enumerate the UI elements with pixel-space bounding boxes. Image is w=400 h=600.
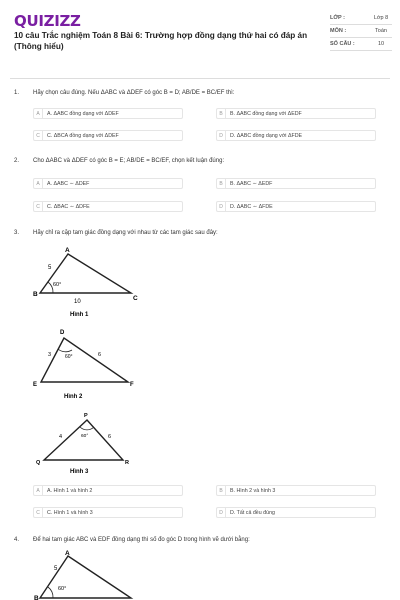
option-letter: A bbox=[34, 178, 43, 189]
svg-text:3: 3 bbox=[48, 352, 52, 358]
option-letter: B bbox=[217, 485, 226, 496]
triangle-abc bbox=[30, 246, 160, 321]
quizizz-logo: QUIZIZZ bbox=[14, 12, 81, 30]
option-text: A. ΔABC ∼ ΔDEF bbox=[47, 180, 90, 187]
meta-value: 10 bbox=[377, 41, 385, 47]
question-number: 4. bbox=[14, 537, 20, 543]
question-number: 3. bbox=[14, 230, 20, 236]
option-letter: D bbox=[217, 130, 226, 141]
question-text: Cho ΔABC và ΔDEF có góc B = E; AB/DE = BC/EF, chọn kết luận đúng: bbox=[33, 158, 225, 164]
svg-text:5: 5 bbox=[54, 566, 58, 572]
triangle-pqr bbox=[30, 410, 160, 478]
meta-label: SỐ CÂU : bbox=[330, 41, 355, 47]
option-b[interactable] bbox=[216, 485, 376, 496]
svg-text:Hình 1: Hình 1 bbox=[70, 312, 89, 318]
option-letter: B bbox=[217, 178, 226, 189]
meta-table bbox=[330, 12, 392, 51]
option-letter: C bbox=[34, 201, 43, 212]
option-text: C. ΔBCA đồng dạng với ΔDEF bbox=[47, 132, 119, 139]
option-letter: D bbox=[217, 507, 226, 518]
meta-label: LỚP : bbox=[330, 15, 345, 21]
option-d[interactable] bbox=[216, 507, 376, 518]
meta-row-count bbox=[330, 38, 392, 51]
question-text: Hãy chỉ ra cặp tam giác đồng dạng với nhau từ các tam giác sau đây: bbox=[33, 230, 218, 236]
svg-text:5: 5 bbox=[48, 265, 52, 271]
svg-text:4: 4 bbox=[59, 434, 63, 440]
svg-text:B: B bbox=[33, 291, 38, 298]
option-d[interactable] bbox=[216, 130, 376, 141]
figure-4 bbox=[30, 550, 160, 600]
question-number: 2. bbox=[14, 158, 20, 164]
option-letter: B bbox=[217, 108, 226, 119]
svg-text:Q: Q bbox=[36, 460, 41, 466]
option-letter: A bbox=[34, 485, 43, 496]
option-letter: A bbox=[34, 108, 43, 119]
svg-text:B: B bbox=[34, 595, 39, 600]
option-c[interactable] bbox=[33, 130, 183, 141]
svg-text:60°: 60° bbox=[81, 434, 89, 439]
option-c[interactable] bbox=[33, 201, 183, 212]
option-letter: D bbox=[217, 201, 226, 212]
meta-row-grade bbox=[330, 12, 392, 25]
svg-text:R: R bbox=[125, 460, 129, 466]
question-text: Hãy chọn câu đúng. Nếu ΔABC và ΔDEF có góc B = D; AB/DE = BC/EF thì: bbox=[33, 90, 235, 96]
svg-text:A: A bbox=[65, 550, 70, 557]
option-c[interactable] bbox=[33, 507, 183, 518]
svg-text:D: D bbox=[60, 330, 65, 336]
option-text: B. Hình 2 và hình 3 bbox=[230, 487, 276, 494]
option-a[interactable] bbox=[33, 108, 183, 119]
figure-2 bbox=[30, 326, 160, 409]
option-a[interactable] bbox=[33, 485, 183, 496]
option-text: B. ΔABC đồng dạng với ΔEDF bbox=[230, 110, 302, 117]
option-letter: C bbox=[34, 507, 43, 518]
figure-1 bbox=[30, 246, 160, 326]
option-b[interactable] bbox=[216, 108, 376, 119]
option-text: D. ΔABC ∼ ΔFDE bbox=[230, 203, 273, 210]
header-divider bbox=[10, 78, 390, 79]
meta-label: MÔN : bbox=[330, 28, 347, 34]
option-text: D. ΔABC đồng dạng với ΔFDE bbox=[230, 132, 303, 139]
svg-text:F: F bbox=[130, 382, 134, 388]
meta-value: Lớp 8 bbox=[373, 15, 389, 21]
option-text: D. Tất cả đều đúng bbox=[230, 509, 275, 516]
question-text: Để hai tam giác ABC và EDF đồng dạng thì số đo góc D trong hình vẽ dưới bằng: bbox=[33, 537, 250, 543]
question-number: 1. bbox=[14, 90, 20, 96]
svg-text:P: P bbox=[84, 413, 88, 419]
option-text: A. Hình 1 và hình 2 bbox=[47, 487, 93, 494]
option-a[interactable] bbox=[33, 178, 183, 189]
svg-text:60°: 60° bbox=[58, 586, 67, 592]
option-text: B. ΔABC ∼ ΔEDF bbox=[230, 180, 273, 187]
svg-text:E: E bbox=[33, 382, 38, 388]
meta-value: Toán bbox=[375, 28, 387, 34]
option-letter: C bbox=[34, 130, 43, 141]
svg-text:C: C bbox=[133, 295, 138, 302]
svg-text:60°: 60° bbox=[53, 282, 62, 288]
meta-row-subject bbox=[330, 25, 392, 38]
document-title: 10 câu Trắc nghiệm Toán 8 Bài 6: Trường hợp đồng dạng thứ hai có đáp án (Thông hiểu) bbox=[14, 31, 308, 51]
svg-text:Hình 3: Hình 3 bbox=[70, 469, 89, 475]
figure-3 bbox=[30, 410, 160, 483]
triangle-abc-partial bbox=[30, 550, 160, 600]
svg-text:6: 6 bbox=[98, 352, 102, 358]
svg-text:10: 10 bbox=[74, 299, 81, 305]
svg-text:A: A bbox=[65, 247, 70, 254]
svg-text:6: 6 bbox=[108, 434, 112, 440]
svg-text:Hình 2: Hình 2 bbox=[64, 394, 83, 400]
option-text: C. ΔBAC ∼ ΔDFE bbox=[47, 203, 90, 210]
triangle-def bbox=[30, 326, 160, 404]
option-b[interactable] bbox=[216, 178, 376, 189]
option-text: A. ΔABC đồng dạng với ΔDEF bbox=[47, 110, 119, 117]
option-text: C. Hình 1 và hình 3 bbox=[47, 509, 93, 516]
option-d[interactable] bbox=[216, 201, 376, 212]
svg-text:60°: 60° bbox=[65, 354, 73, 360]
